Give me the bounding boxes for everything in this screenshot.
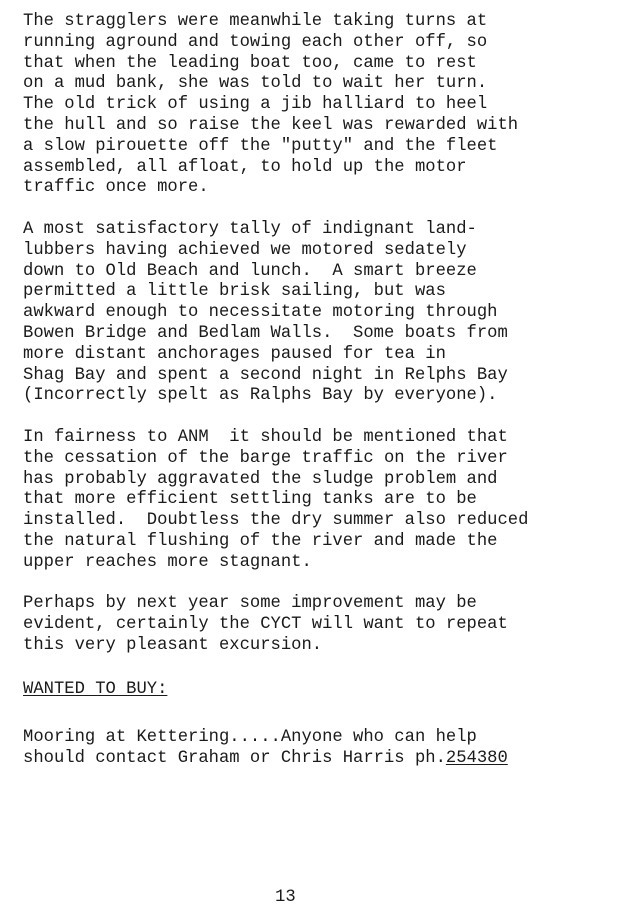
- paragraph-next-year: Perhaps by next year some improvement may be evident, certainly the CYCT will want to repeat this very pleasant excursion.: [23, 594, 508, 655]
- paragraph-fairness-anm: In fairness to ANM it should be mentioned that the cessation of the barge traffic on the river has probably aggravated the sludge problem and that more efficient settling tanks are to be installed. Doubtless the dry summer also reduced the natural flushing of the river and made the upper reaches more stagnant.: [23, 428, 529, 572]
- paragraph-stragglers: The stragglers were meanwhile taking turns at running aground and towing each other off, so that when the leading boat too, came to rest on a mud bank, she was told to wait her turn. The old trick of using a jib halliard to heel the hull and so raise the keel was rewarded with a slow pirouette off the "putty" and the fleet assembled, all afloat, to hold up the motor traffic once more.: [23, 12, 519, 198]
- phone-number: 254380: [445, 748, 508, 768]
- wanted-notice: [23, 728, 508, 770]
- wanted-line-contact: should contact Graham or Chris Harris ph.: [23, 748, 446, 768]
- wanted-to-buy-heading: WANTED TO BUY:: [23, 680, 168, 699]
- paragraph-landlubbers: A most satisfactory tally of indignant land- lubbers having achieved we motored sedately down to Old Beach and lunch. A smart breeze permitted a little brisk sailing, but was awkward enough to necessitate motoring through Bowen Bridge and Bedlam Walls. Some boats from more distant anchorages paused for tea in Shag Bay and spent a second night in Relphs Bay (Incorrectly spelt as Ralphs Bay by everyone).: [23, 220, 508, 406]
- page-number: 13: [275, 888, 296, 907]
- wanted-line-mooring: Mooring at Kettering.....Anyone who can help: [23, 728, 477, 747]
